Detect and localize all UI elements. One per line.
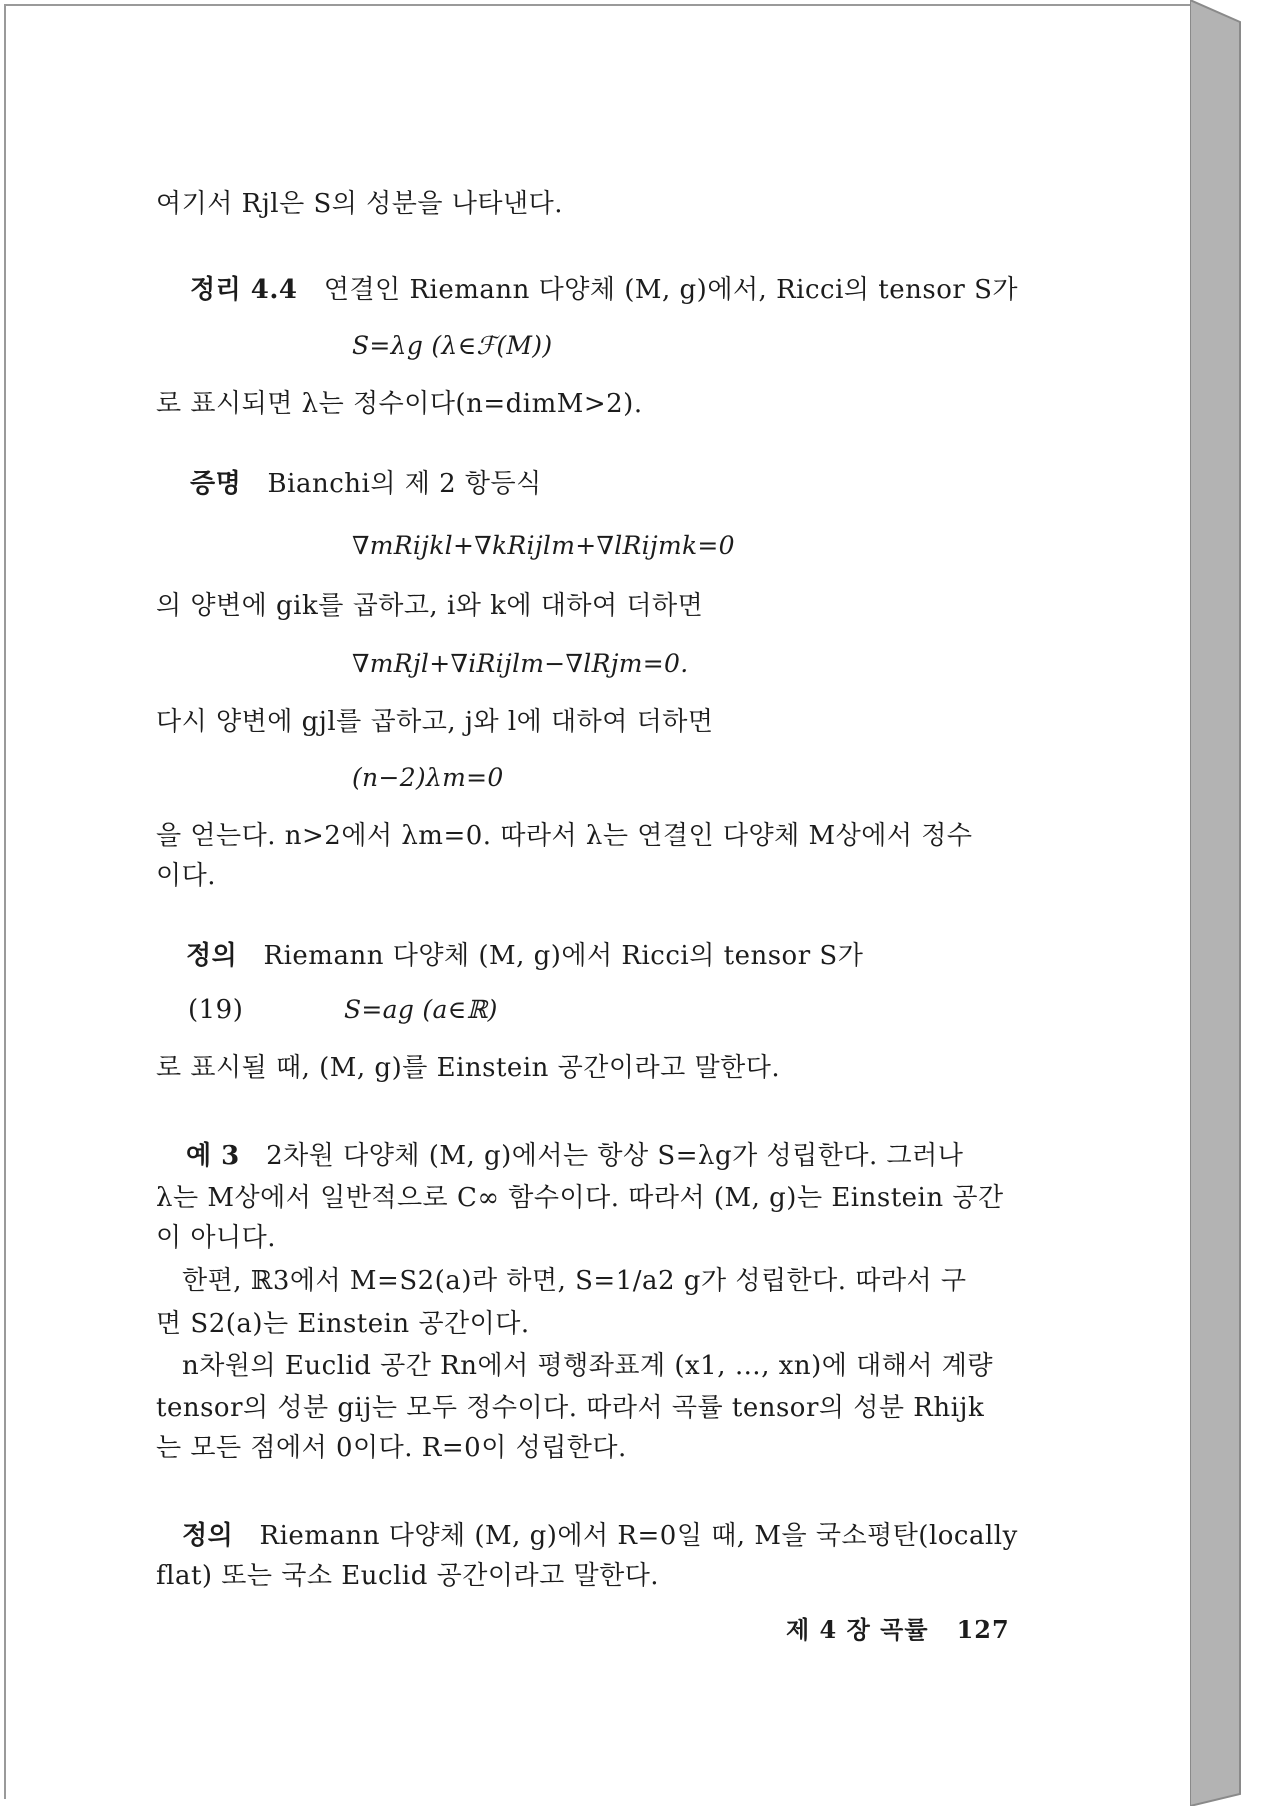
definition-locally-flat	[182, 1520, 1018, 1552]
page-footer	[786, 1614, 1010, 1646]
definition-2-line-2: flat) 또는 국소 Euclid 공간이라고 말한다.	[156, 1561, 660, 1591]
proof-head: 증명	[190, 469, 242, 499]
chapter-label: 제 4 장 곡률	[786, 1615, 929, 1644]
theorem-equation: S=λg (λ∈ℱ(M))	[352, 331, 553, 360]
definition-2-line-1: Riemann 다양체 (M, g)에서 R=0일 때, M을 국소평탄(locally	[259, 1521, 1018, 1551]
example-line-5: 면 S2(a)는 Einstein 공간이다.	[156, 1309, 530, 1339]
proof-intro	[190, 468, 542, 500]
proof-line-2: 의 양변에 gik를 곱하고, i와 k에 대하여 더하면	[156, 591, 704, 621]
definition-text: Riemann 다양체 (M, g)에서 Ricci의 tensor S가	[263, 941, 864, 971]
example-line-4: 한편, ℝ3에서 M=S2(a)라 하면, S=1/a2 g가 성립한다. 따라서 구	[182, 1266, 967, 1296]
example-line-6: n차원의 Euclid 공간 Rn에서 평행좌표계 (x1, …, xn)에 대해서 계량	[182, 1351, 994, 1381]
lambda-equation: (n−2)λm=0	[352, 763, 504, 792]
proof-line-3: 다시 양변에 gjl를 곱하고, j와 l에 대하여 더하면	[156, 707, 714, 737]
definition-2-head: 정의	[182, 1521, 234, 1551]
equation-number: (19)	[188, 995, 244, 1025]
example-line-1: 2차원 다양체 (M, g)에서는 항상 S=λg가 성립한다. 그러나	[266, 1141, 964, 1171]
example-head: 예 3	[186, 1141, 240, 1171]
theorem-conclusion: 로 표시되면 λ는 정수이다(n=dimM>2).	[156, 389, 643, 419]
paragraph-intro-text: 여기서 Rjl은 S의 성분을 나타낸다.	[156, 189, 563, 219]
definition-conclusion: 로 표시될 때, (M, g)를 Einstein 공간이라고 말한다.	[156, 1053, 781, 1083]
page-edge	[1190, 0, 1269, 1806]
page-number: 127	[956, 1615, 1010, 1644]
example-line-3: 이 아니다.	[156, 1223, 276, 1253]
contracted-identity: ∇mRjl+∇iRijlm−∇lRjm=0.	[352, 649, 689, 678]
definition-einstein	[186, 940, 863, 972]
definition-head: 정의	[186, 941, 238, 971]
bianchi-identity: ∇mRijkl+∇kRijlm+∇lRijmk=0	[352, 531, 735, 560]
proof-line-5: 이다.	[156, 861, 216, 891]
proof-line-4: 을 얻는다. n>2에서 λm=0. 따라서 λ는 연결인 다양체 M상에서 정수	[156, 821, 973, 851]
theorem-text: 연결인 Riemann 다양체 (M, g)에서, Ricci의 tensor S가	[323, 275, 1018, 305]
einstein-equation: S=ag (a∈ℝ)	[344, 995, 498, 1024]
example-line-7: tensor의 성분 gij는 모두 정수이다. 따라서 곡률 tensor의 성분 Rhijk	[156, 1393, 985, 1423]
example-3	[186, 1140, 963, 1172]
example-line-8: 는 모든 점에서 0이다. R=0이 성립한다.	[156, 1433, 627, 1463]
proof-text: Bianchi의 제 2 항등식	[267, 469, 542, 499]
paragraph-intro	[156, 188, 563, 220]
example-line-2: λ는 M상에서 일반적으로 C∞ 함수이다. 따라서 (M, g)는 Einstein 공간	[156, 1183, 1004, 1213]
theorem-head: 정리 4.4	[190, 275, 298, 305]
theorem-4-4	[190, 274, 1018, 306]
